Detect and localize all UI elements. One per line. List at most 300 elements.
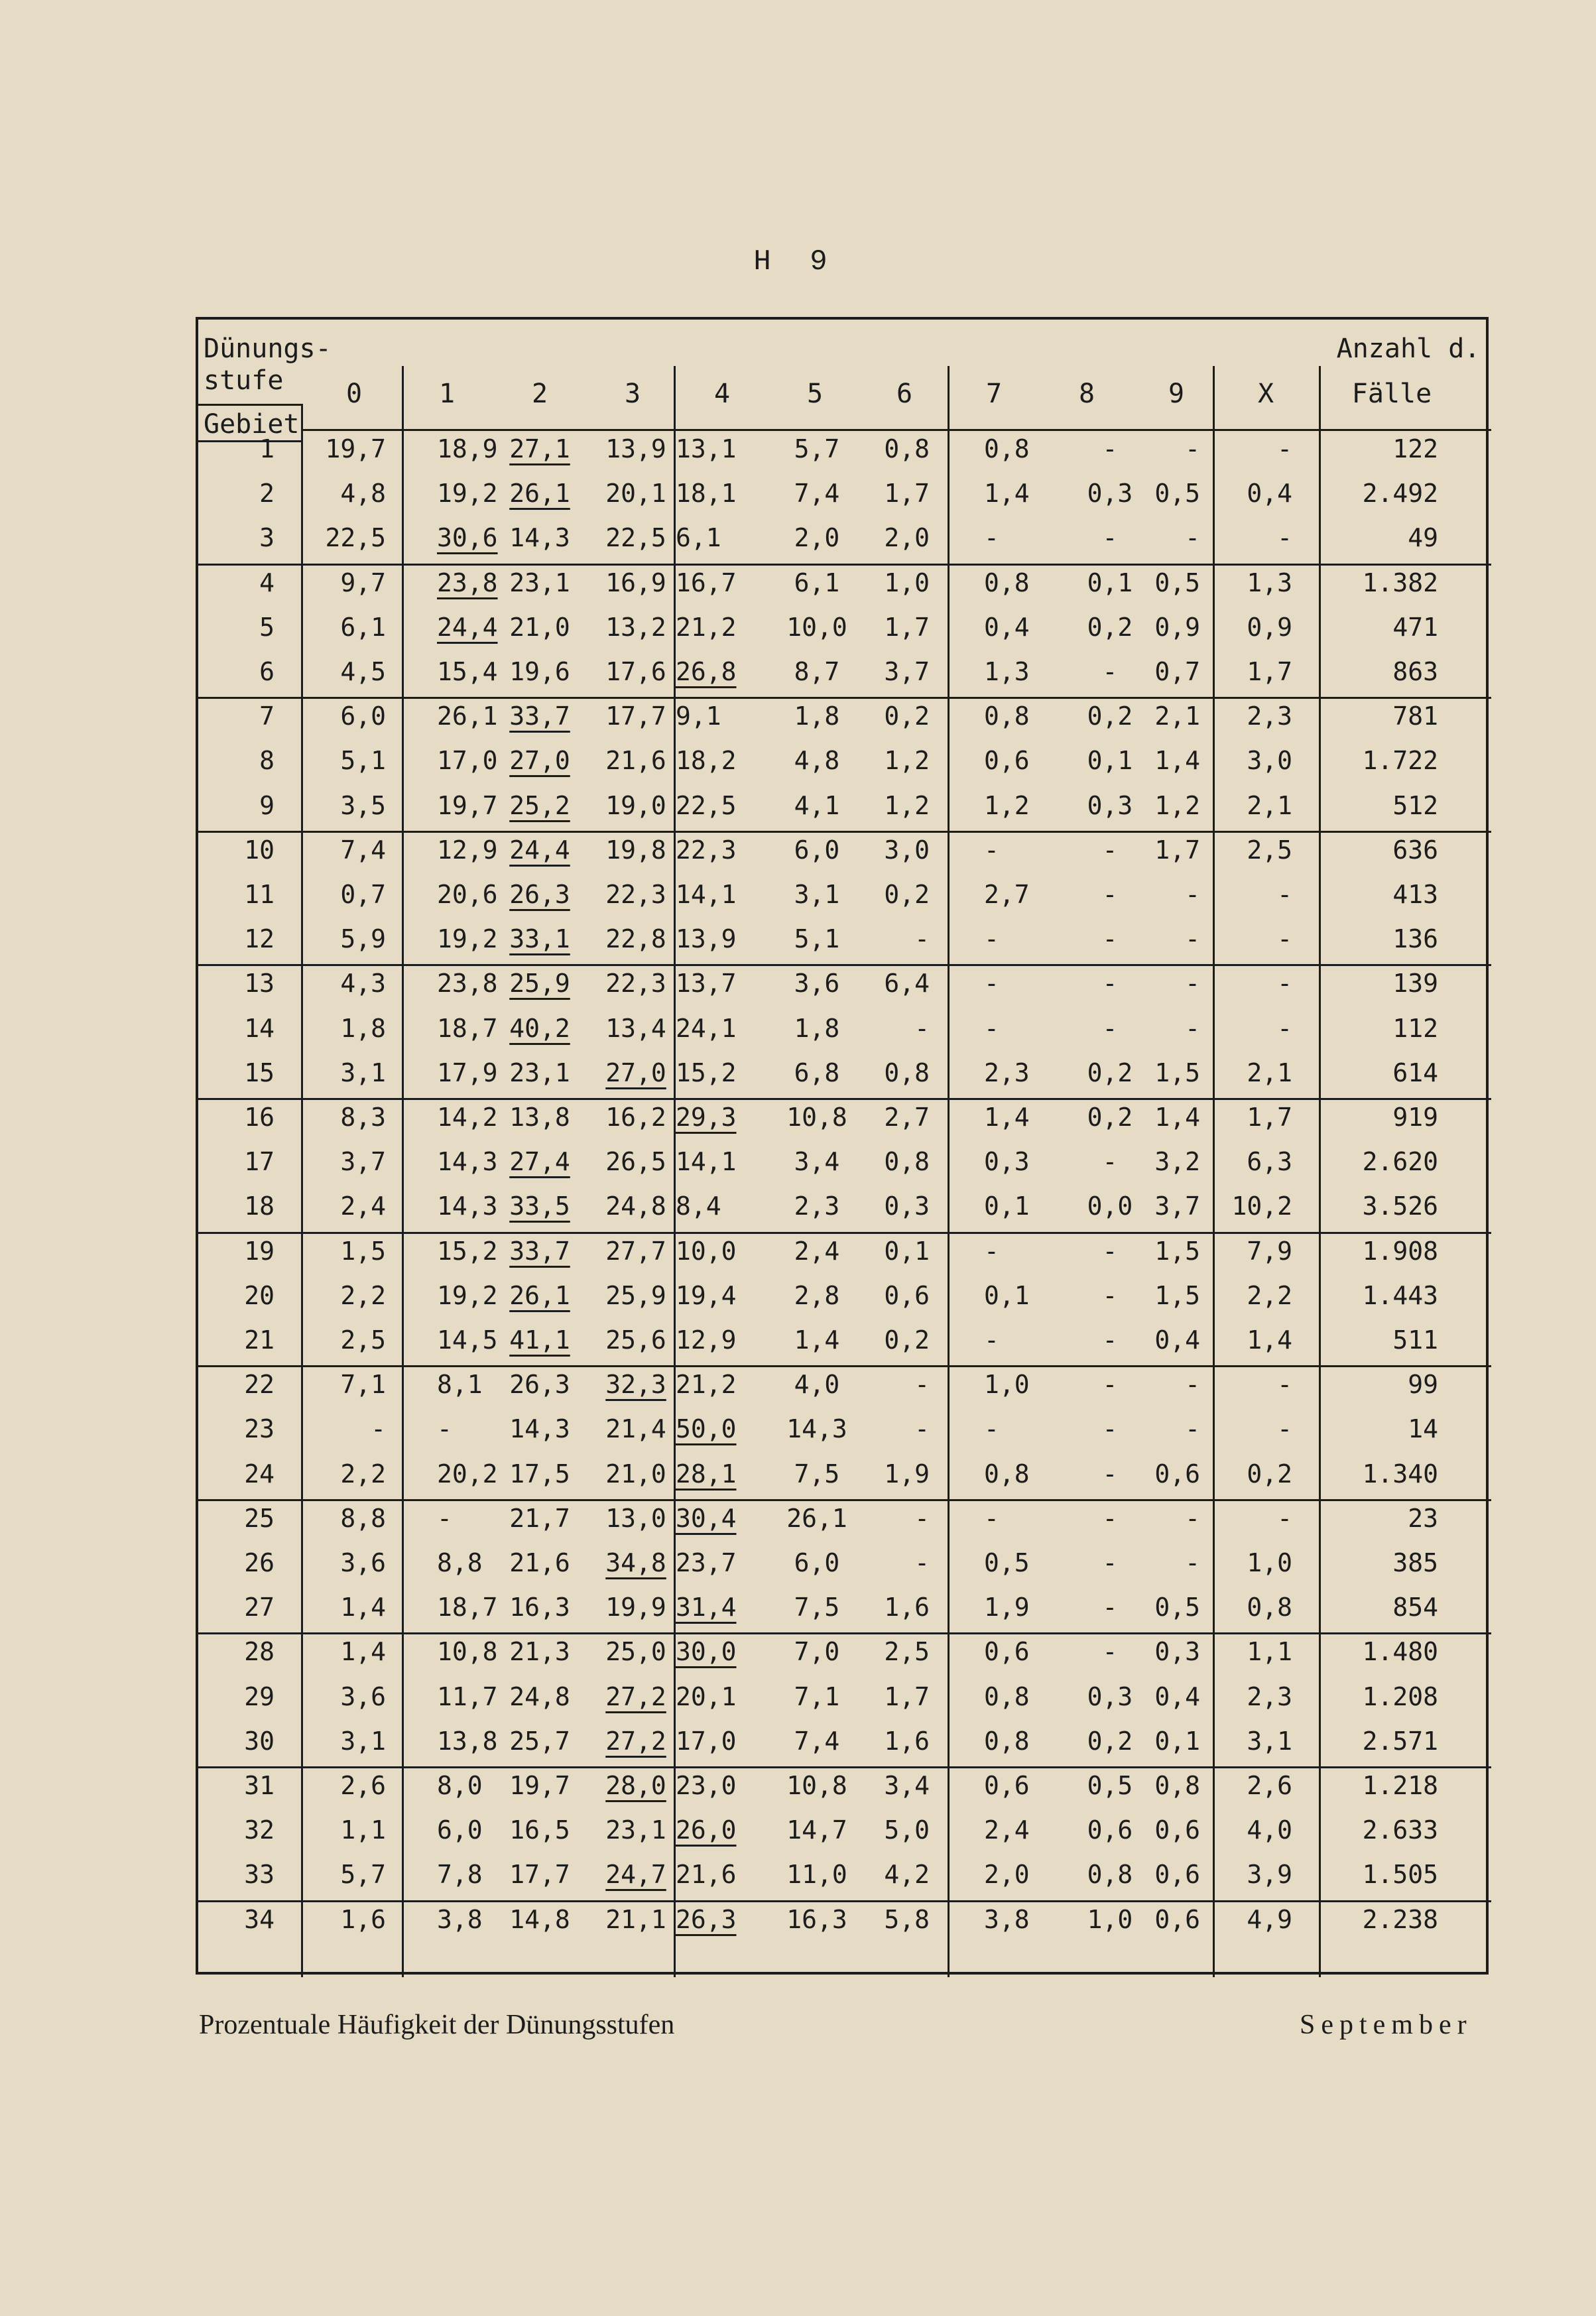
cell-value: 7,5 xyxy=(794,1459,840,1489)
group-rule xyxy=(198,964,1491,966)
cell-value: 25,7 xyxy=(509,1726,570,1756)
cell-value: - xyxy=(1185,880,1200,909)
cell-value: - xyxy=(1277,523,1292,553)
count-value: 1.340 xyxy=(1362,1459,1438,1489)
cell-value: 27,7 xyxy=(605,1236,666,1266)
group-rule xyxy=(198,1232,1491,1234)
cell-value: - xyxy=(1102,434,1118,463)
cell-value: 0,9 xyxy=(1154,612,1200,642)
cell-value: 5,7 xyxy=(340,1860,386,1890)
cell-value: 20,2 xyxy=(437,1459,498,1489)
cell-value: 13,9 xyxy=(676,924,737,954)
cell-value: 2,4 xyxy=(340,1191,386,1221)
cell-value: 9,1 xyxy=(676,701,721,731)
group-rule xyxy=(198,1098,1491,1100)
column-header: 5 xyxy=(806,379,824,409)
cell-value: 6,8 xyxy=(794,1058,840,1087)
row-id: 5 xyxy=(259,612,275,642)
column-header: 8 xyxy=(1078,379,1095,409)
count-value: 385 xyxy=(1392,1548,1438,1577)
cell-value: 0,9 xyxy=(1247,612,1292,642)
cell-value: 6,0 xyxy=(437,1815,483,1845)
cell-value: 26,8 xyxy=(676,657,737,686)
cell-value: 13,2 xyxy=(605,612,666,642)
row-id: 4 xyxy=(259,568,275,597)
cell-value: 7,8 xyxy=(437,1860,483,1890)
cell-value: 0,8 xyxy=(884,434,930,463)
cell-value: - xyxy=(984,1414,999,1444)
cell-value: 7,4 xyxy=(794,479,840,509)
group-rule xyxy=(198,1766,1491,1768)
row-id: 1 xyxy=(259,434,275,463)
cell-value: 0,2 xyxy=(884,1325,930,1355)
cell-value: - xyxy=(914,1370,930,1400)
column-header: X xyxy=(1257,379,1274,409)
column-rule xyxy=(301,404,303,1977)
cell-value: 23,1 xyxy=(509,568,570,597)
cell-value: 1,9 xyxy=(884,1459,930,1489)
cell-value: 0,8 xyxy=(1154,1771,1200,1800)
cell-value: 20,1 xyxy=(605,479,666,509)
cell-value: - xyxy=(1102,1147,1118,1177)
cell-value: - xyxy=(1102,1459,1118,1489)
cell-value: - xyxy=(1102,1593,1118,1622)
cell-value: - xyxy=(1277,1370,1292,1400)
cell-value: 0,3 xyxy=(1087,790,1133,820)
cell-value: 19,7 xyxy=(509,1771,570,1800)
cell-value: 15,2 xyxy=(437,1236,498,1266)
row-id: 23 xyxy=(244,1414,275,1444)
cell-value: 14,7 xyxy=(786,1815,847,1845)
row-id: 20 xyxy=(244,1280,275,1310)
cell-value: 12,9 xyxy=(437,835,498,865)
cell-value: 1,4 xyxy=(1154,1103,1200,1132)
cell-value: 3,7 xyxy=(1154,1191,1200,1221)
cell-value: 27,2 xyxy=(605,1726,666,1756)
cell-value: 1,2 xyxy=(884,790,930,820)
cell-value: 1,5 xyxy=(1154,1236,1200,1266)
cell-value: - xyxy=(914,924,930,954)
cell-value: 0,2 xyxy=(1087,701,1133,731)
cell-value: 19,7 xyxy=(437,790,498,820)
cell-value: 2,8 xyxy=(794,1280,840,1310)
count-value: 2.238 xyxy=(1362,1904,1438,1934)
cell-value: 21,3 xyxy=(509,1637,570,1667)
cell-value: 16,5 xyxy=(509,1815,570,1845)
cell-value: 0,2 xyxy=(884,701,930,731)
cell-value: - xyxy=(1102,880,1118,909)
cell-value: 25,0 xyxy=(605,1637,666,1667)
cell-value: 1,7 xyxy=(884,479,930,509)
cell-value: 0,1 xyxy=(984,1191,1030,1221)
cell-value: 8,3 xyxy=(340,1103,386,1132)
cell-value: 5,1 xyxy=(794,924,840,954)
cell-value: - xyxy=(1102,1548,1118,1577)
cell-value: 16,3 xyxy=(786,1904,847,1934)
cell-value: - xyxy=(984,835,999,865)
cell-value: 29,3 xyxy=(676,1103,737,1132)
cell-value: - xyxy=(1185,924,1200,954)
cell-value: - xyxy=(1277,434,1292,463)
cell-value: 16,2 xyxy=(605,1103,666,1132)
count-value: 99 xyxy=(1408,1370,1438,1400)
cell-value: 0,6 xyxy=(1154,1904,1200,1934)
cell-value: - xyxy=(984,1236,999,1266)
cell-value: 13,8 xyxy=(437,1726,498,1756)
cell-value: 0,5 xyxy=(1087,1771,1133,1800)
cell-value: - xyxy=(437,1414,452,1444)
cell-value: 0,0 xyxy=(1087,1191,1133,1221)
cell-value: 0,8 xyxy=(984,434,1030,463)
cell-value: 22,3 xyxy=(605,880,666,909)
cell-value: 14,5 xyxy=(437,1325,498,1355)
cell-value: 24,4 xyxy=(509,835,570,865)
cell-value: 3,1 xyxy=(1247,1726,1292,1756)
cell-value: 13,4 xyxy=(605,1013,666,1043)
cell-value: 0,8 xyxy=(884,1058,930,1087)
count-value: 1.218 xyxy=(1362,1771,1438,1800)
cell-value: 13,8 xyxy=(509,1103,570,1132)
cell-value: 0,4 xyxy=(1154,1681,1200,1711)
cell-value: 6,0 xyxy=(794,1548,840,1577)
cell-value: 1,4 xyxy=(794,1325,840,1355)
cell-value: 22,3 xyxy=(605,969,666,999)
cell-value: 3,6 xyxy=(794,969,840,999)
cell-value: 2,1 xyxy=(1247,790,1292,820)
cell-value: 26,3 xyxy=(676,1904,737,1934)
count-value: 2.492 xyxy=(1362,479,1438,509)
cell-value: 1,6 xyxy=(884,1593,930,1622)
cell-value: 9,7 xyxy=(340,568,386,597)
cell-value: 19,7 xyxy=(325,434,386,463)
row-id: 10 xyxy=(244,835,275,865)
row-id: 7 xyxy=(259,701,275,731)
frequency-table xyxy=(196,317,1489,1975)
cell-value: 0,2 xyxy=(1087,612,1133,642)
cell-value: 2,3 xyxy=(984,1058,1030,1087)
cell-value: 22,5 xyxy=(605,523,666,553)
cell-value: - xyxy=(984,924,999,954)
cell-value: 2,6 xyxy=(340,1771,386,1800)
cell-value: 0,1 xyxy=(1087,568,1133,597)
cell-value: 21,0 xyxy=(605,1459,666,1489)
cell-value: 17,9 xyxy=(437,1058,498,1087)
cell-value: 0,4 xyxy=(1154,1325,1200,1355)
cell-value: 23,8 xyxy=(437,969,498,999)
count-value: 112 xyxy=(1392,1013,1438,1043)
cell-value: 25,2 xyxy=(509,790,570,820)
cell-value: 0,8 xyxy=(984,1459,1030,1489)
cell-value: 1,7 xyxy=(884,1681,930,1711)
cell-value: 4,8 xyxy=(340,479,386,509)
cell-value: 0,5 xyxy=(984,1548,1030,1577)
cell-value: 34,8 xyxy=(605,1548,666,1577)
count-value: 1.908 xyxy=(1362,1236,1438,1266)
cell-value: - xyxy=(1102,1013,1118,1043)
group-rule xyxy=(198,564,1491,566)
cell-value: 3,0 xyxy=(1247,746,1292,776)
cell-value: 16,3 xyxy=(509,1593,570,1622)
count-value: 614 xyxy=(1392,1058,1438,1087)
column-header: 2 xyxy=(531,379,548,409)
cell-value: 13,1 xyxy=(676,434,737,463)
group-rule xyxy=(198,831,1491,833)
cell-value: 0,1 xyxy=(1087,746,1133,776)
cell-value: 4,3 xyxy=(340,969,386,999)
cell-value: 1,8 xyxy=(340,1013,386,1043)
cell-value: - xyxy=(984,1325,999,1355)
cell-value: 26,1 xyxy=(437,701,498,731)
count-value: 2.571 xyxy=(1362,1726,1438,1756)
cell-value: 33,5 xyxy=(509,1191,570,1221)
cell-value: - xyxy=(1185,1013,1200,1043)
cell-value: 18,9 xyxy=(437,434,498,463)
cell-value: 28,0 xyxy=(605,1771,666,1800)
column-rule xyxy=(1213,366,1215,1977)
row-id: 8 xyxy=(259,746,275,776)
row-id: 34 xyxy=(244,1904,275,1934)
cell-value: 8,0 xyxy=(437,1771,483,1800)
cell-value: 26,5 xyxy=(605,1147,666,1177)
cell-value: 2,5 xyxy=(884,1637,930,1667)
cell-value: 1,1 xyxy=(1247,1637,1292,1667)
cell-value: 50,0 xyxy=(676,1414,737,1444)
cell-value: 24,8 xyxy=(605,1191,666,1221)
cell-value: 0,2 xyxy=(1247,1459,1292,1489)
cell-value: 1,0 xyxy=(884,568,930,597)
cell-value: 0,3 xyxy=(1154,1637,1200,1667)
row-id: 11 xyxy=(244,880,275,909)
cell-value: 14,3 xyxy=(437,1147,498,1177)
cell-value: 1,2 xyxy=(984,790,1030,820)
cell-value: 14,1 xyxy=(676,880,737,909)
cell-value: 14,3 xyxy=(786,1414,847,1444)
cell-value: 0,1 xyxy=(984,1280,1030,1310)
cell-value: 1,3 xyxy=(1247,568,1292,597)
cell-value: 40,2 xyxy=(509,1013,570,1043)
cell-value: 26,1 xyxy=(509,1280,570,1310)
cell-value: 8,7 xyxy=(794,657,840,686)
cell-value: 13,9 xyxy=(605,434,666,463)
column-header: 6 xyxy=(896,379,913,409)
cell-value: 19,4 xyxy=(676,1280,737,1310)
row-id: 13 xyxy=(244,969,275,999)
cell-value: 2,4 xyxy=(984,1815,1030,1845)
cell-value: 0,8 xyxy=(1087,1860,1133,1890)
cell-value: 31,4 xyxy=(676,1593,737,1622)
cell-value: 18,1 xyxy=(676,479,737,509)
cell-value: 2,4 xyxy=(794,1236,840,1266)
cell-value: 22,5 xyxy=(325,523,386,553)
cell-value: 11,7 xyxy=(437,1681,498,1711)
cell-value: 13,0 xyxy=(605,1503,666,1533)
cell-value: 24,1 xyxy=(676,1013,737,1043)
cell-value: 1,4 xyxy=(984,1103,1030,1132)
row-id: 2 xyxy=(259,479,275,509)
cell-value: 0,1 xyxy=(884,1236,930,1266)
cell-value: 3,8 xyxy=(437,1904,483,1934)
cell-value: 2,5 xyxy=(340,1325,386,1355)
count-value: 1.382 xyxy=(1362,568,1438,597)
row-id: 12 xyxy=(244,924,275,954)
row-id: 21 xyxy=(244,1325,275,1355)
cell-value: 0,2 xyxy=(1087,1058,1133,1087)
cell-value: 1,9 xyxy=(984,1593,1030,1622)
cell-value: 1,4 xyxy=(340,1593,386,1622)
cell-value: 6,0 xyxy=(794,835,840,865)
count-value: 3.526 xyxy=(1362,1191,1438,1221)
cell-value: 21,6 xyxy=(676,1860,737,1890)
cell-value: 18,7 xyxy=(437,1013,498,1043)
cell-value: 4,9 xyxy=(1247,1904,1292,1934)
count-value: 2.633 xyxy=(1362,1815,1438,1845)
cell-value: 1,7 xyxy=(1247,1103,1292,1132)
cell-value: 0,6 xyxy=(984,1637,1030,1667)
gebiet-box-bottom xyxy=(198,440,301,442)
cell-value: 3,1 xyxy=(340,1058,386,1087)
cell-value: 8,4 xyxy=(676,1191,721,1221)
cell-value: 1,0 xyxy=(984,1370,1030,1400)
count-value: 781 xyxy=(1392,701,1438,731)
cell-value: 3,8 xyxy=(984,1904,1030,1934)
cell-value: 26,0 xyxy=(676,1815,737,1845)
count-value: 863 xyxy=(1392,657,1438,686)
cell-value: 24,7 xyxy=(605,1860,666,1890)
cell-value: - xyxy=(984,523,999,553)
cell-value: 21,2 xyxy=(676,1370,737,1400)
cell-value: 3,4 xyxy=(884,1771,930,1800)
cell-value: 21,4 xyxy=(605,1414,666,1444)
cell-value: 7,0 xyxy=(794,1637,840,1667)
count-value: 413 xyxy=(1392,880,1438,909)
column-header-label: Dünungs- xyxy=(204,334,332,364)
cell-value: 1,7 xyxy=(1154,835,1200,865)
cell-value: 25,6 xyxy=(605,1325,666,1355)
cell-value: 14,8 xyxy=(509,1904,570,1934)
cell-value: 11,0 xyxy=(786,1860,847,1890)
column-header: 4 xyxy=(713,379,731,409)
cell-value: 19,8 xyxy=(605,835,666,865)
cell-value: 0,8 xyxy=(984,701,1030,731)
cell-value: 21,6 xyxy=(605,746,666,776)
row-id: 9 xyxy=(259,790,275,820)
cell-value: 4,1 xyxy=(794,790,840,820)
cell-value: 1,6 xyxy=(884,1726,930,1756)
cell-value: 1,6 xyxy=(340,1904,386,1934)
cell-value: - xyxy=(984,969,999,999)
cell-value: 7,4 xyxy=(794,1726,840,1756)
cell-value: 1,5 xyxy=(1154,1280,1200,1310)
count-value: 14 xyxy=(1408,1414,1438,1444)
cell-value: - xyxy=(371,1414,386,1444)
cell-value: 0,8 xyxy=(984,1726,1030,1756)
cell-value: 0,2 xyxy=(884,880,930,909)
cell-value: 7,1 xyxy=(340,1370,386,1400)
cell-value: 5,7 xyxy=(794,434,840,463)
group-rule xyxy=(198,1632,1491,1634)
cell-value: 4,0 xyxy=(794,1370,840,1400)
row-id: 6 xyxy=(259,657,275,686)
cell-value: - xyxy=(437,1503,452,1533)
count-header: Anzahl d. xyxy=(1336,334,1481,364)
row-id: 31 xyxy=(244,1771,275,1800)
cell-value: 12,9 xyxy=(676,1325,737,1355)
cell-value: 6,4 xyxy=(884,969,930,999)
cell-value: - xyxy=(914,1503,930,1533)
cell-value: 1,7 xyxy=(884,612,930,642)
cell-value: 2,3 xyxy=(1247,701,1292,731)
cell-value: 5,0 xyxy=(884,1815,930,1845)
cell-value: 10,2 xyxy=(1231,1191,1292,1221)
cell-value: - xyxy=(984,1503,999,1533)
cell-value: 19,0 xyxy=(605,790,666,820)
cell-value: 1,8 xyxy=(794,1013,840,1043)
cell-value: 5,1 xyxy=(340,746,386,776)
cell-value: 21,0 xyxy=(509,612,570,642)
cell-value: 1,3 xyxy=(984,657,1030,686)
cell-value: 1,7 xyxy=(1247,657,1292,686)
cell-value: 14,3 xyxy=(509,1414,570,1444)
cell-value: 0,1 xyxy=(1154,1726,1200,1756)
cell-value: 27,0 xyxy=(509,746,570,776)
cell-value: 26,3 xyxy=(509,1370,570,1400)
cell-value: 6,1 xyxy=(794,568,840,597)
cell-value: 18,2 xyxy=(676,746,737,776)
cell-value: 0,3 xyxy=(1087,1681,1133,1711)
cell-value: 3,0 xyxy=(884,835,930,865)
cell-value: 25,9 xyxy=(605,1280,666,1310)
cell-value: 19,6 xyxy=(509,657,570,686)
cell-value: 1,8 xyxy=(794,701,840,731)
cell-value: 1,1 xyxy=(340,1815,386,1845)
cell-value: 0,3 xyxy=(1087,479,1133,509)
cell-value: 14,1 xyxy=(676,1147,737,1177)
cell-value: 2,3 xyxy=(1247,1681,1292,1711)
cell-value: - xyxy=(1102,657,1118,686)
cell-value: 6,3 xyxy=(1247,1147,1292,1177)
cell-value: 23,1 xyxy=(605,1815,666,1845)
cell-value: 1,4 xyxy=(340,1637,386,1667)
cell-value: 19,9 xyxy=(605,1593,666,1622)
cell-value: 23,8 xyxy=(437,568,498,597)
cell-value: 2,3 xyxy=(794,1191,840,1221)
count-value: 139 xyxy=(1392,969,1438,999)
cell-value: - xyxy=(1102,1325,1118,1355)
cell-value: - xyxy=(914,1548,930,1577)
column-rule xyxy=(1319,366,1321,1977)
cell-value: 1,2 xyxy=(884,746,930,776)
cell-value: 22,5 xyxy=(676,790,737,820)
cell-value: 0,6 xyxy=(984,1771,1030,1800)
cell-value: 17,0 xyxy=(676,1726,737,1756)
cell-value: 21,1 xyxy=(605,1904,666,1934)
cell-value: 3,2 xyxy=(1154,1147,1200,1177)
cell-value: 18,7 xyxy=(437,1593,498,1622)
cell-value: 2,5 xyxy=(1247,835,1292,865)
cell-value: - xyxy=(1102,1236,1118,1266)
cell-value: 24,8 xyxy=(509,1681,570,1711)
cell-value: 6,1 xyxy=(340,612,386,642)
cell-value: 15,2 xyxy=(676,1058,737,1087)
cell-value: 2,6 xyxy=(1247,1771,1292,1800)
cell-value: 0,6 xyxy=(1154,1860,1200,1890)
cell-value: - xyxy=(984,1013,999,1043)
cell-value: 3,1 xyxy=(794,880,840,909)
count-value: 512 xyxy=(1392,790,1438,820)
cell-value: 0,6 xyxy=(1154,1815,1200,1845)
cell-value: 3,6 xyxy=(340,1681,386,1711)
cell-value: 2,7 xyxy=(884,1103,930,1132)
